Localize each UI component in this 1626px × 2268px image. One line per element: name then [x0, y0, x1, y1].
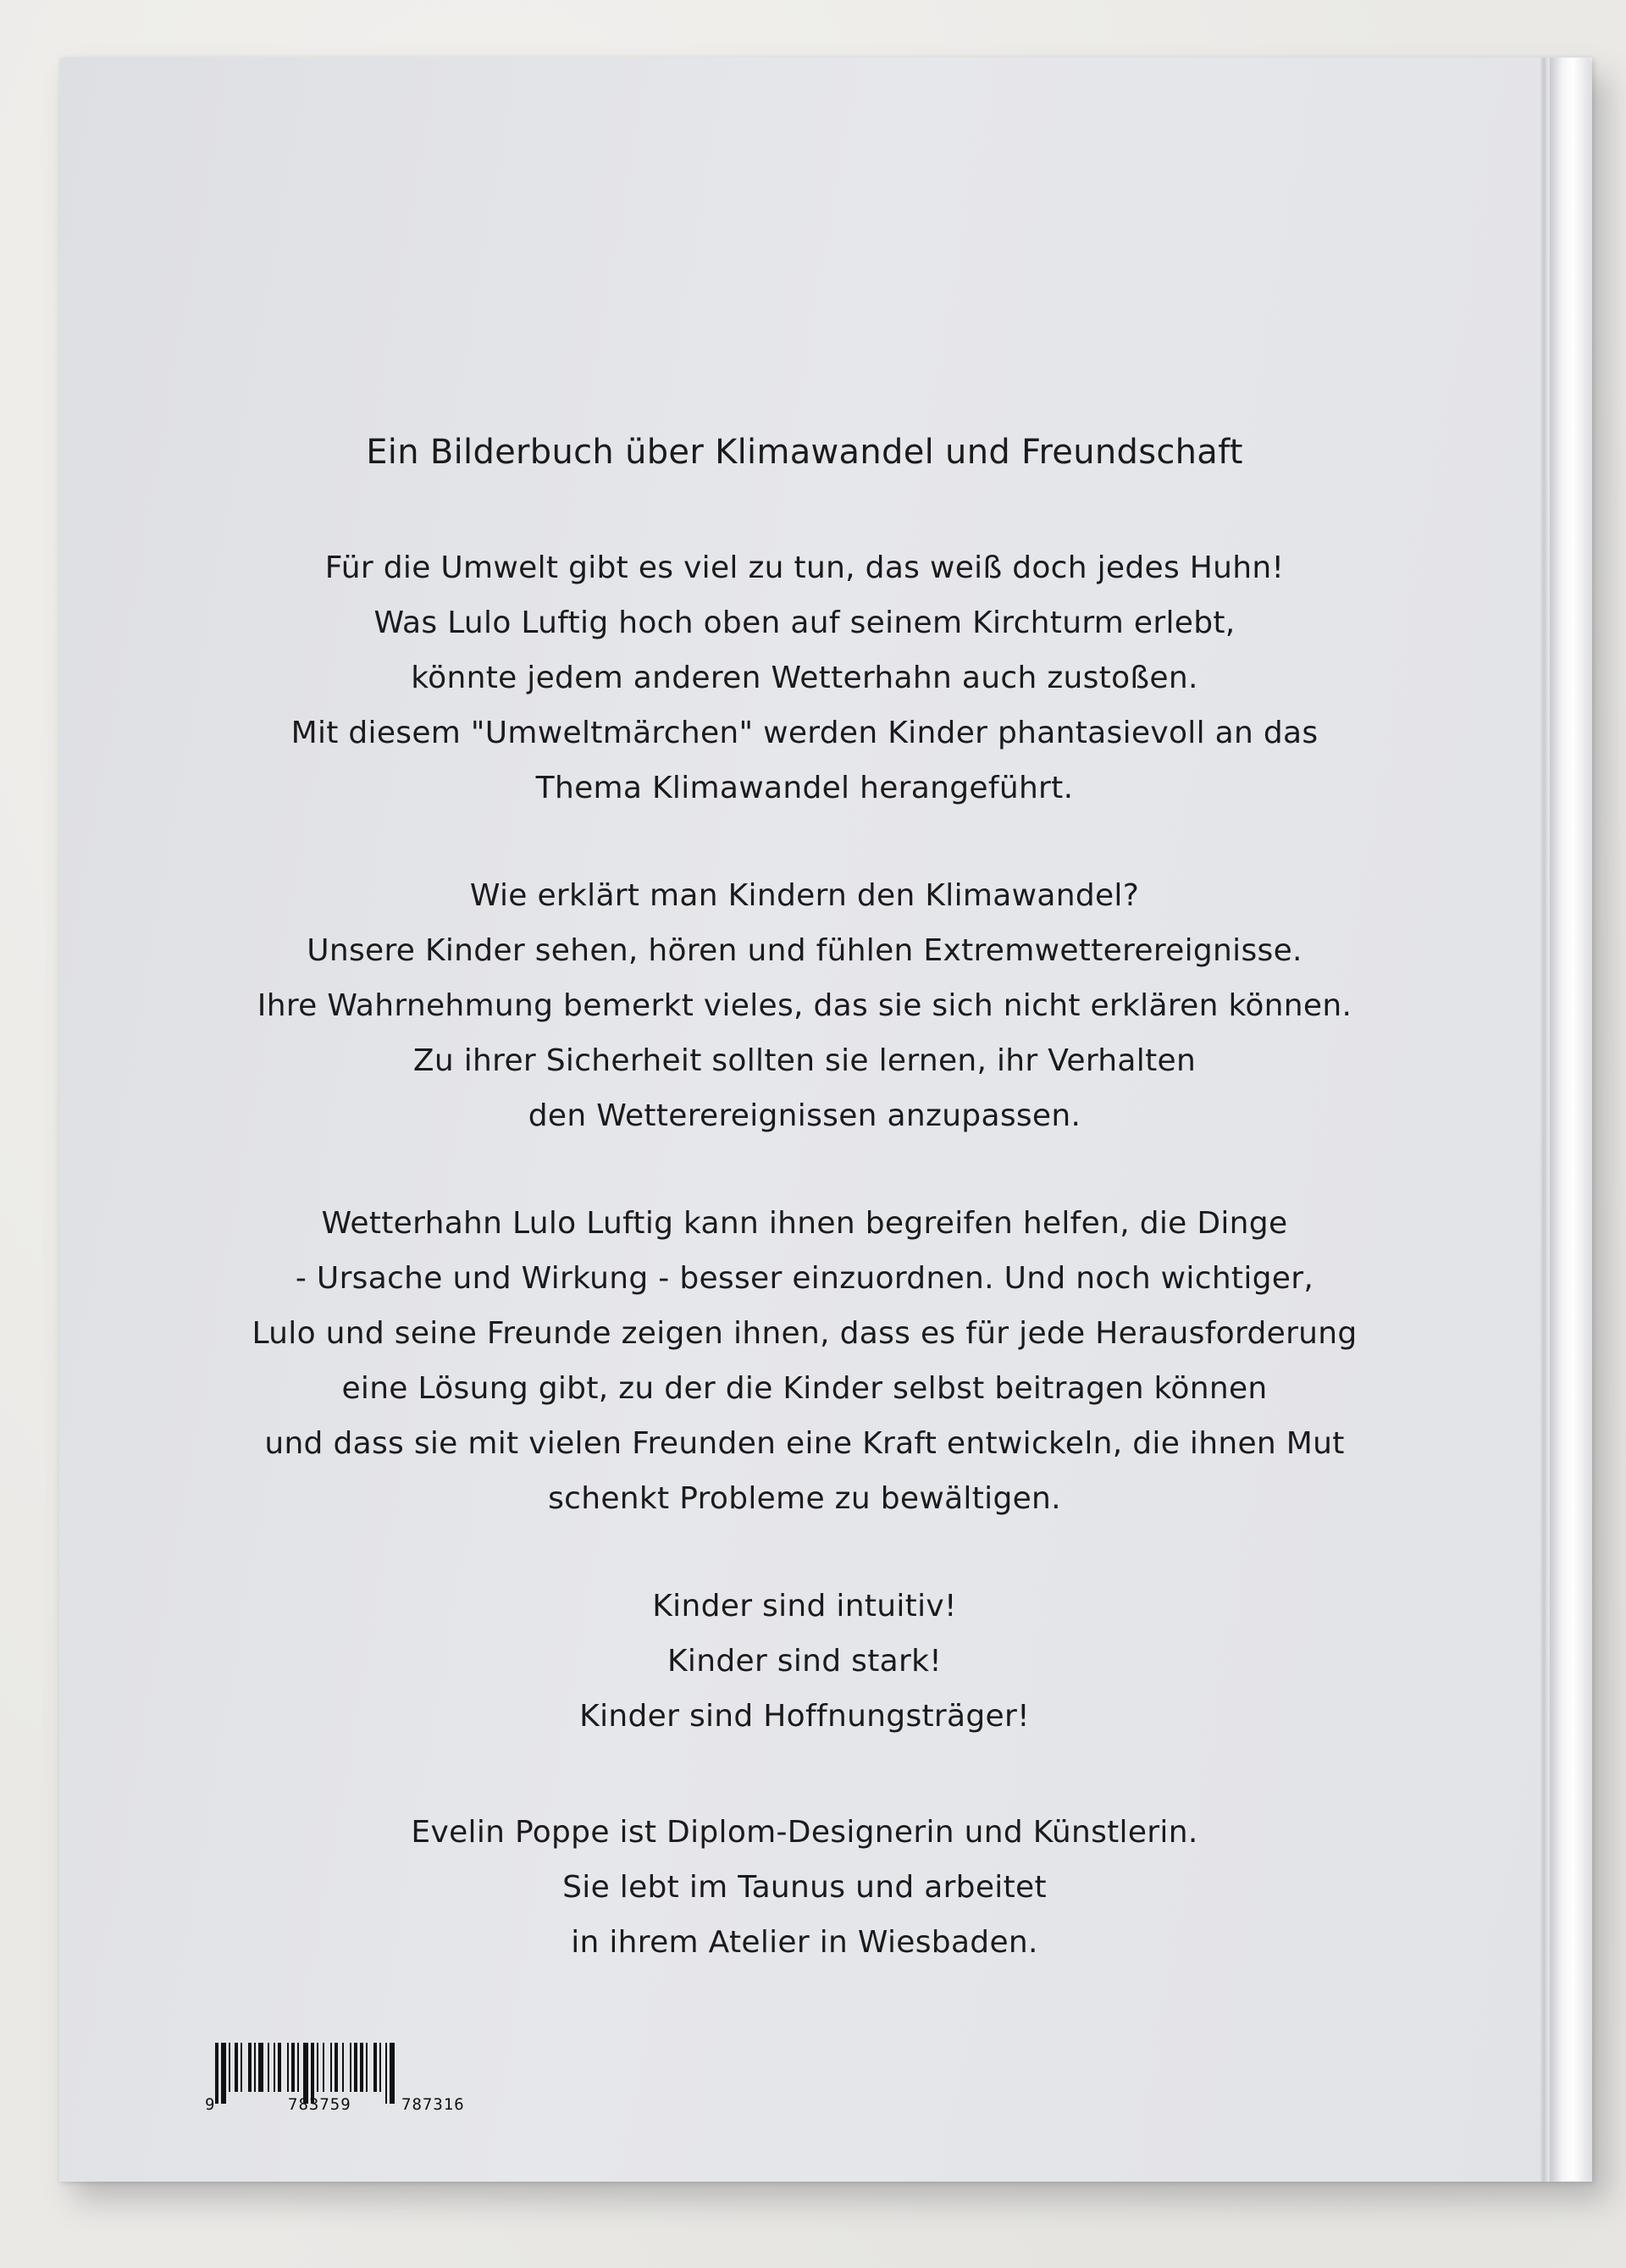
text-line: Unsere Kinder sehen, hören und fühlen Extremwetterereignisse. [307, 933, 1302, 968]
paragraph-author [59, 1805, 1550, 1970]
barcode-bar [278, 2043, 281, 2092]
text-line: in ihrem Atelier in Wiesbaden. [571, 1925, 1038, 1960]
barcode-bar [317, 2043, 318, 2092]
barcode-bar [215, 2043, 218, 2104]
barcode-bar [373, 2043, 377, 2092]
barcode-bar [287, 2043, 289, 2092]
text-line: Ihre Wahrnehmung bemerkt vieles, das sie sich nicht erklären können. [257, 988, 1352, 1023]
barcode-bar [291, 2043, 295, 2092]
text-line: Kinder sind intuitiv! [652, 1589, 957, 1624]
barcode-right-group: 787316 [401, 2095, 465, 2114]
barcode-bar [221, 2043, 226, 2104]
barcode-bar [379, 2043, 381, 2092]
text-line: Lulo und seine Freunde zeigen ihnen, dass es für jede Herausforderung [252, 1316, 1358, 1351]
barcode-bar [366, 2043, 368, 2092]
barcode-bar [323, 2043, 324, 2092]
text-line: Mit diesem "Umweltmärchen" werden Kinder phantasievoll an das [290, 716, 1319, 750]
text-line: - Ursache und Wirkung - besser einzuordnen. Und noch wichtiger, [295, 1261, 1314, 1296]
paragraph-slogans [59, 1579, 1550, 1744]
text-line: Wie erklärt man Kindern den Klimawandel? [469, 878, 1140, 913]
barcode-bar [330, 2043, 332, 2092]
barcode-bar [235, 2043, 238, 2092]
text-line: eine Lösung gibt, zu der die Kinder selbst beitragen können [341, 1371, 1268, 1406]
spine-hinge [1540, 58, 1548, 2182]
cover-board [59, 58, 1550, 2182]
barcode-bar [335, 2043, 338, 2092]
paragraph-intro [59, 540, 1550, 816]
barcode-first-digit: 9 [205, 2095, 216, 2114]
barcode-left-group: 783759 [288, 2095, 351, 2114]
text-line: Thema Klimawandel herangeführt. [535, 771, 1074, 805]
book-back-cover [59, 58, 1592, 2182]
isbn-barcode [205, 2043, 508, 2127]
text-line: könnte jedem anderen Wetterhahn auch zustoßen. [411, 661, 1198, 695]
barcode-bar [229, 2043, 230, 2092]
barcode-bar [385, 2043, 387, 2104]
barcode-bar [350, 2043, 351, 2092]
paragraph-lulo [59, 1196, 1550, 1526]
text-line: Was Lulo Luftig hoch oben auf seinem Kirchturm erlebt, [373, 606, 1236, 640]
barcode-bar [248, 2043, 252, 2092]
text-line: den Wetterereignissen anzupassen. [528, 1098, 1081, 1133]
paragraph-question [59, 868, 1550, 1143]
book-spine [1550, 58, 1592, 2182]
barcode-bar [297, 2043, 299, 2092]
cover-title [59, 425, 1550, 480]
barcode-bar [390, 2043, 395, 2104]
text-line: Kinder sind stark! [667, 1644, 942, 1679]
text-line: Evelin Poppe ist Diplom-Designerin und Künstlerin. [411, 1815, 1198, 1850]
text-line: schenkt Probleme zu bewältigen. [548, 1481, 1061, 1516]
title-line: Ein Bilderbuch über Klimawandel und Freundschaft [366, 433, 1243, 472]
text-line: Für die Umwelt gibt es viel zu tun, das weiß doch jedes Huhn! [324, 550, 1285, 585]
barcode-bar [268, 2043, 269, 2092]
barcode-bar [360, 2043, 363, 2092]
text-line: Kinder sind Hoffnungsträger! [579, 1699, 1030, 1734]
text-line: Sie lebt im Taunus und arbeitet [562, 1870, 1047, 1905]
barcode-bar [354, 2043, 357, 2092]
barcode-bar [241, 2043, 242, 2092]
barcode-bar [342, 2043, 344, 2092]
barcode-bar [274, 2043, 275, 2092]
barcode-bar [258, 2043, 263, 2092]
text-line: Wetterhahn Lulo Luftig kann ihnen begreifen helfen, die Dinge [321, 1206, 1288, 1241]
text-line: Zu ihrer Sicherheit sollten sie lernen, ihr Verhalten [412, 1043, 1197, 1078]
text-line: und dass sie mit vielen Freunden eine Kraft entwickeln, die ihnen Mut [264, 1426, 1345, 1461]
barcode-bar [254, 2043, 256, 2092]
